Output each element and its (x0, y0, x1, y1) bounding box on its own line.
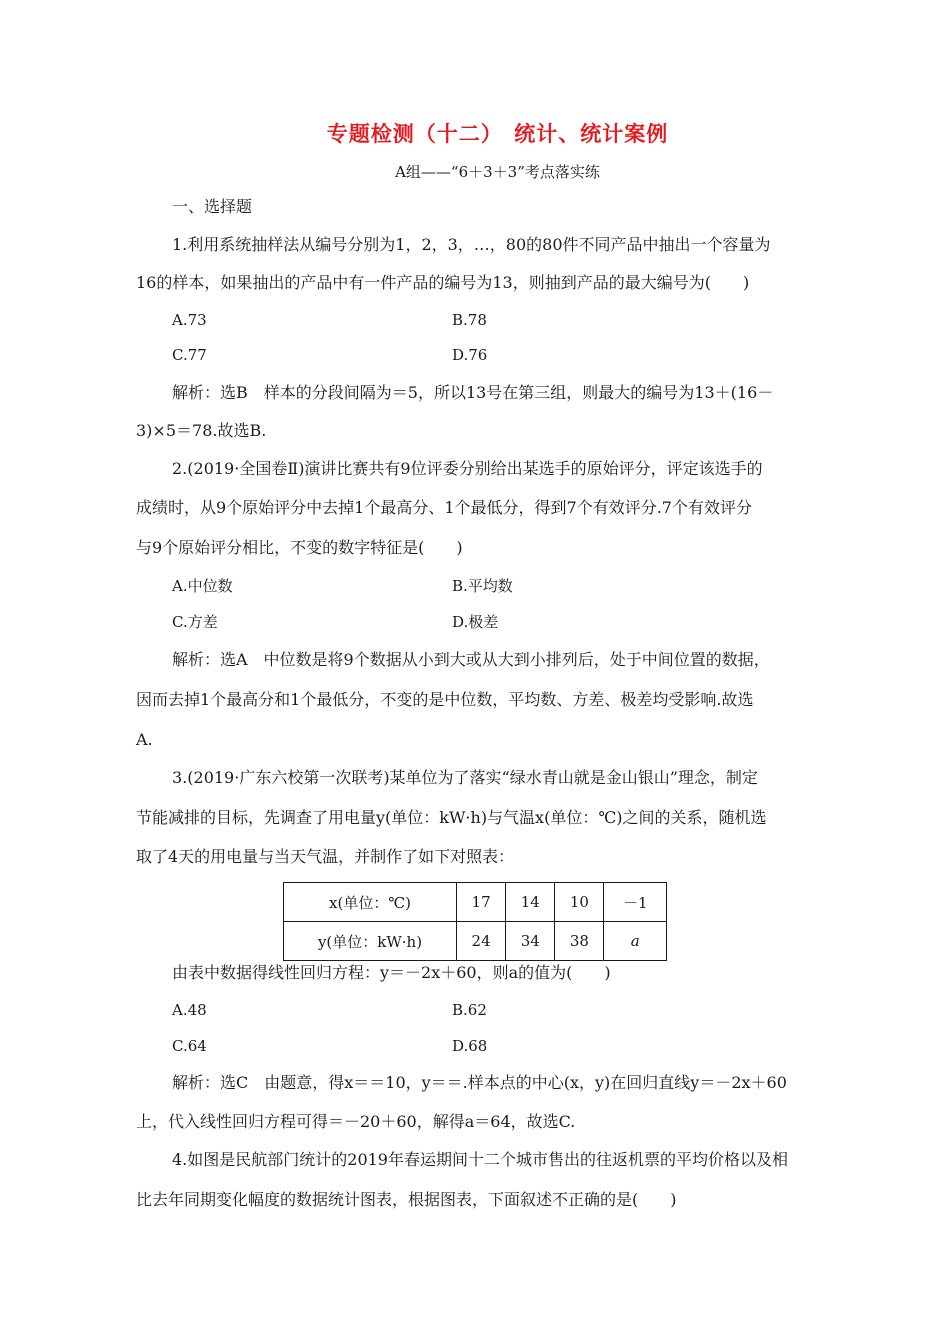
q1-solution-line2: 3)×5＝78.故选B. (136, 421, 267, 440)
q3-option-d: D.68 (452, 1037, 488, 1055)
q2-text-line3: 与9个原始评分相比，不变的数字特征是( ) (136, 538, 463, 557)
q3-solution-line1: 解析：选C 由题意，得x＝＝10，y＝＝.样本点的中心(x，y)在回归直线y＝－2x＋60 (172, 1073, 787, 1092)
table-cell: a (604, 922, 667, 961)
table-cell: 14 (506, 883, 555, 922)
q4-text-line2: 比去年同期变化幅度的数据统计图表，根据图表，下面叙述不正确的是( ) (136, 1190, 677, 1209)
q2-option-a: A.中位数 (172, 577, 233, 595)
q1-option-c: C.77 (172, 346, 207, 364)
q1-option-a: A.73 (172, 311, 207, 329)
q1-option-d: D.76 (452, 346, 488, 364)
table-cell: 10 (555, 883, 604, 922)
table-cell: 34 (506, 922, 555, 961)
table-row (284, 922, 667, 961)
q4-text-line1: 4.如图是民航部门统计的2019年春运期间十二个城市售出的往返机票的平均价格以及相 (172, 1150, 788, 1169)
q2-solution-line3: A. (136, 730, 153, 749)
table-cell: 17 (457, 883, 506, 922)
q3-data-table (283, 882, 667, 961)
q2-text-line1: 2.(2019·全国卷Ⅱ)演讲比赛共有9位评委分别给出某选手的原始评分，评定该选手的 (172, 459, 763, 478)
q3-option-c: C.64 (172, 1037, 207, 1055)
table-row (284, 883, 667, 922)
page-title: 专题检测（十二） 统计、统计案例 (326, 122, 669, 146)
q3-text-line2: 节能减排的目标，先调查了用电量y(单位：kW·h)与气温x(单位：℃)之间的关系，随机选 (136, 808, 767, 827)
q3-text-line1: 3.(2019·广东六校第一次联考)某单位为了落实“绿水青山就是金山银山”理念，制定 (172, 768, 758, 787)
q2-option-b: B.平均数 (452, 577, 513, 595)
q1-text-line1: 1.利用系统抽样法从编号分别为1，2，3，…，80的80件不同产品中抽出一个容量为 (172, 235, 771, 254)
section-heading: 一、选择题 (172, 197, 253, 216)
q2-solution-line2: 因而去掉1个最高分和1个最低分，不变的是中位数，平均数、方差、极差均受影响.故选 (136, 690, 754, 709)
table-cell: －1 (604, 883, 667, 922)
q2-solution-line1: 解析：选A 中位数是将9个数据从小到大或从大到小排列后，处于中间位置的数据， (172, 650, 770, 669)
q3-option-b: B.62 (452, 1001, 487, 1019)
q2-option-d: D.极差 (452, 613, 499, 631)
q2-text-line2: 成绩时，从9个原始评分中去掉1个最高分、1个最低分，得到7个有效评分.7个有效评分 (136, 498, 752, 517)
q1-solution-line1: 解析：选B 样本的分段间隔为＝5，所以13号在第三组，则最大的编号为13＋(16－ (172, 383, 774, 402)
table-cell: 24 (457, 922, 506, 961)
q3-text-line4: 由表中数据得线性回归方程：y＝－2x＋60，则a的值为( ) (172, 963, 611, 982)
q1-option-b: B.78 (452, 311, 487, 329)
q3-text-line3: 取了4天的用电量与当天气温，并制作了如下对照表： (136, 847, 515, 866)
table-header-y: y(单位：kW·h) (284, 922, 457, 961)
q1-text-line2: 16的样本，如果抽出的产品中有一件产品的编号为13，则抽到产品的最大编号为( ) (136, 273, 750, 292)
page-subtitle: A组——“6＋3＋3”考点落实练 (395, 163, 600, 181)
q3-solution-line2: 上，代入线性回归方程可得＝－20＋60，解得a＝64，故选C. (136, 1112, 576, 1131)
table-header-x: x(单位：℃) (284, 883, 457, 922)
q3-option-a: A.48 (172, 1001, 207, 1019)
table-cell: 38 (555, 922, 604, 961)
q2-option-c: C.方差 (172, 613, 218, 631)
